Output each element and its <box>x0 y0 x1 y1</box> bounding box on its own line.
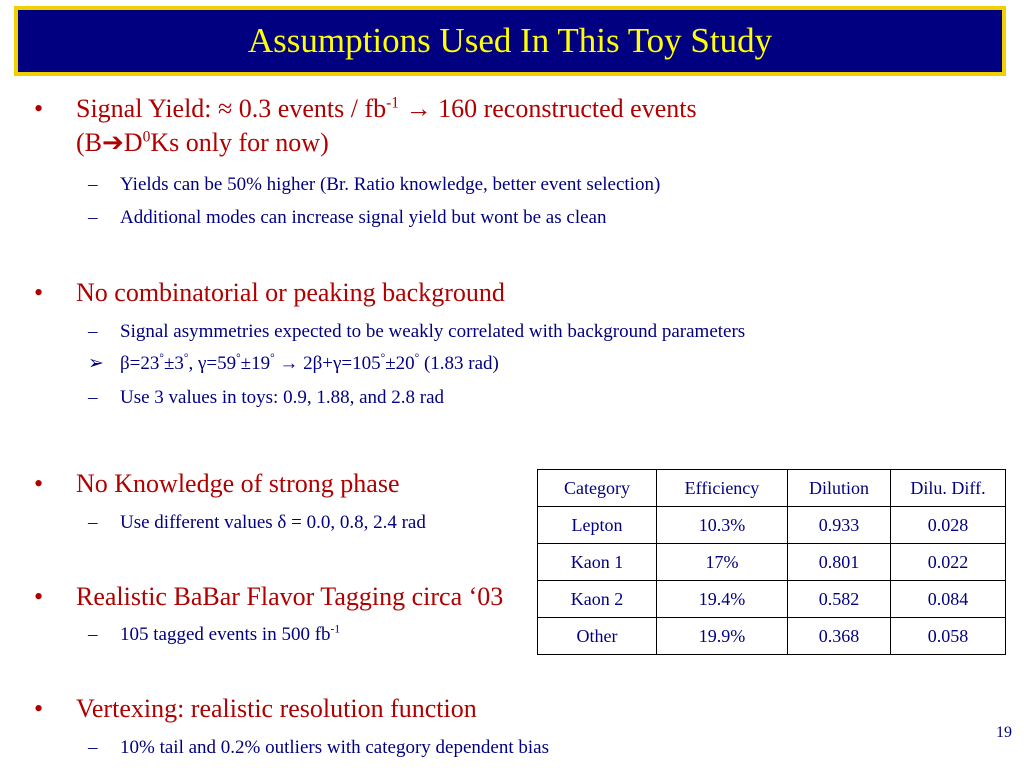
text-part: ±19 <box>240 353 271 374</box>
table-cell: Kaon 2 <box>538 581 657 618</box>
bullet-flavor-tagging <box>34 580 503 613</box>
table-cell: 10.3% <box>657 507 788 544</box>
text-b: (B <box>76 128 102 157</box>
sub-bullet-text: Use different values δ = 0.0, 0.8, 2.4 rad <box>120 512 426 533</box>
table-cell: 0.022 <box>891 544 1006 581</box>
sub-bullet <box>88 173 660 197</box>
bullet-marker: • <box>34 582 44 611</box>
table-header: Dilution <box>788 470 891 507</box>
bullet-text: No combinatorial or peaking background <box>76 278 505 307</box>
table-header: Dilu. Diff. <box>891 470 1006 507</box>
degree-symbol: ° <box>414 352 420 365</box>
table-cell: 0.084 <box>891 581 1006 618</box>
dash-marker: – <box>88 321 98 342</box>
sub-bullet <box>88 511 426 535</box>
superscript: -1 <box>386 94 400 112</box>
table-header: Category <box>538 470 657 507</box>
table-cell: 19.9% <box>657 618 788 655</box>
sub-bullet <box>88 320 745 344</box>
table-cell: 17% <box>657 544 788 581</box>
table-header-row <box>538 470 1006 507</box>
dash-marker: – <box>88 624 98 645</box>
bullet-marker: • <box>34 694 44 723</box>
bullet-signal-yield-line2 <box>76 126 329 159</box>
arrow-sub-bullet <box>88 352 499 376</box>
text-part: , γ=59 <box>188 353 237 374</box>
table-cell: 0.058 <box>891 618 1006 655</box>
table-cell: Lepton <box>538 507 657 544</box>
dash-marker: – <box>88 387 98 408</box>
sub-bullet-text: Yields can be 50% higher (Br. Ratio knowledge, better event selection) <box>120 174 661 195</box>
sub-bullet <box>88 736 549 760</box>
bullet-vertexing <box>34 692 477 725</box>
table-row <box>538 507 1006 544</box>
table-row <box>538 618 1006 655</box>
degree-symbol: ° <box>236 352 241 365</box>
bullet-background <box>34 276 505 309</box>
table-header: Efficiency <box>657 470 788 507</box>
table-row <box>538 544 1006 581</box>
table-cell: 19.4% <box>657 581 788 618</box>
sub-bullet-text: Signal asymmetries expected to be weakly correlated with background parameters <box>120 321 746 342</box>
table-cell: 0.368 <box>788 618 891 655</box>
dash-marker: – <box>88 207 98 228</box>
arrowhead-icon: ➢ <box>88 353 104 374</box>
bullet-text: Signal Yield: ≈ 0.3 events / fb <box>76 94 387 123</box>
bullet-marker: • <box>34 469 44 498</box>
text-part: ±20 <box>385 353 415 374</box>
arrow-icon: ➔ <box>102 128 124 157</box>
superscript: 0 <box>142 128 151 146</box>
text-part: ±3 <box>163 353 184 374</box>
dash-marker: – <box>88 737 98 758</box>
text-part: (1.83 rad) <box>419 353 499 374</box>
bullet-strong-phase <box>34 467 400 500</box>
table-cell: Other <box>538 618 657 655</box>
table-cell: Kaon 1 <box>538 544 657 581</box>
page-number: 19 <box>996 724 1012 741</box>
bullet-text: No Knowledge of strong phase <box>76 469 400 498</box>
slide-title: Assumptions Used In This Toy Study <box>247 21 773 60</box>
text-part: β=23 <box>120 353 160 374</box>
table-cell: 0.582 <box>788 581 891 618</box>
bullet-marker: • <box>34 278 44 307</box>
degree-symbol: ° <box>183 352 189 365</box>
sub-bullet-text: 105 tagged events in 500 fb <box>120 624 331 645</box>
dash-marker: – <box>88 174 98 195</box>
sub-bullet <box>88 623 340 647</box>
degree-symbol: ° <box>380 352 386 365</box>
bullet-marker: • <box>34 94 44 123</box>
table-cell: 0.028 <box>891 507 1006 544</box>
bullet-text-tail: → 160 reconstructed events <box>399 94 697 123</box>
degree-symbol: ° <box>270 352 275 365</box>
tagging-table <box>537 469 1006 655</box>
title-bar <box>14 6 1006 76</box>
sub-bullet-text: 10% tail and 0.2% outliers with category dependent bias <box>120 737 549 758</box>
table-cell: 0.933 <box>788 507 891 544</box>
bullet-signal-yield <box>34 92 697 125</box>
degree-symbol: ° <box>159 352 164 365</box>
sub-bullet <box>88 206 606 230</box>
dash-marker: – <box>88 512 98 533</box>
superscript: -1 <box>330 623 341 636</box>
sub-bullet-text: Additional modes can increase signal yield but wont be as clean <box>120 207 607 228</box>
sub-bullet-text: Use 3 values in toys: 0.9, 1.88, and 2.8 rad <box>120 387 445 408</box>
text-tail: Ks only for now) <box>150 128 329 157</box>
bullet-text: Vertexing: realistic resolution function <box>76 694 477 723</box>
table-cell: 0.801 <box>788 544 891 581</box>
table-row <box>538 581 1006 618</box>
text-d: D <box>123 128 143 157</box>
bullet-text: Realistic BaBar Flavor Tagging circa ‘03 <box>76 582 504 611</box>
sub-bullet <box>88 386 444 410</box>
text-part: → 2β+γ=105 <box>274 353 381 374</box>
